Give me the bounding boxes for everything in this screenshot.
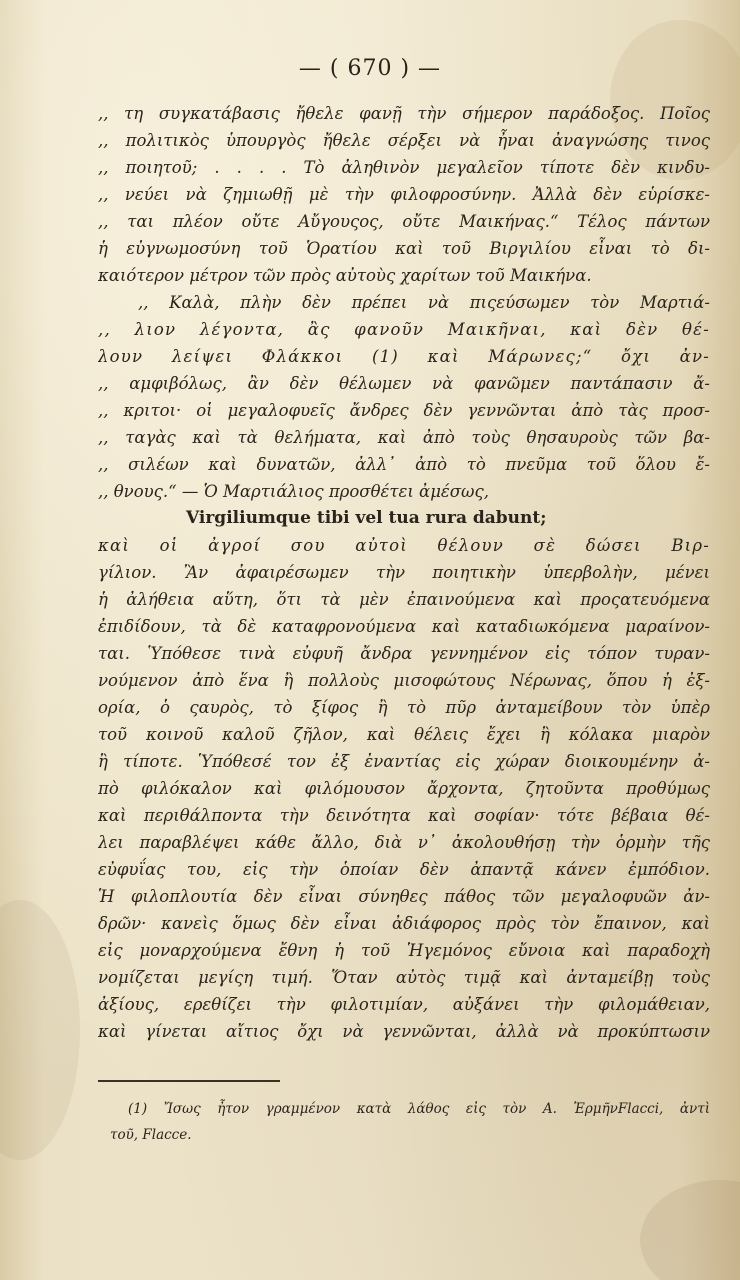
paper-stain (0, 900, 80, 1160)
text-line: ἢ τίποτε. Ὑπόθεσέ τον ἐξ ἐναντίας εἰς χώραν διοικουμένην ἀ- (98, 752, 710, 771)
text-line: ,, νεύει νὰ ζημιωθῇ μὲ τὴν φιλοφροσύνην. Ἀλλὰ δὲν εὑρίσκε- (98, 185, 710, 204)
footnote-line: (1) Ἴσως ἦτον γραμμένον κατὰ λάθος εἰς τὸν Α. ἙρμῆνFlacci, ἀντὶ (128, 1101, 710, 1117)
text-line: ἡ εὐγνωμοσύνη τοῦ Ὁρατίου καὶ τοῦ Βιργιλίου εἶναι τὸ δι- (98, 239, 710, 258)
text-line: ,, ποιητοῦ; . . . . Τὸ ἀληθινὸν μεγαλεῖον τίποτε δὲν κινδυ- (98, 158, 710, 177)
text-line: ἀξίους, ερεθίζει τὴν φιλοτιμίαν, αὐξάνει τὴν φιλομάθειαν, (98, 995, 710, 1014)
text-line: ,, αμφιβόλως, ἂν δὲν θέλωμεν νὰ φανῶμεν παντάπασιν ἄ- (98, 374, 710, 393)
text-line: καὶ οἱ ἀγροί σου αὐτοὶ θέλουν σὲ δώσει Βιρ- (98, 536, 710, 555)
text-line: νομίζεται μεγίςη τιμή. Ὅταν αὐτὸς τιμᾷ καὶ ἀνταμείβῃ τοὺς (98, 968, 710, 987)
text-line: ,, ταγὰς καὶ τὰ θελήματα, καὶ ἀπὸ τοὺς θησαυροὺς τῶν βα- (98, 428, 710, 447)
text-line: ,, λιον λέγοντα, ἂς φανοῦν Μαικῆναι, καὶ δὲν θέ- (98, 320, 710, 339)
text-line: ,, σιλέων καὶ δυνατῶν, ἀλλ᾽ ἀπὸ τὸ πνεῦμα τοῦ ὅλου ἔ- (98, 455, 710, 474)
text-line: καιότερον μέτρον τῶν πρὸς αὐτοὺς χαρίτων τοῦ Μαικήνα. (98, 266, 592, 285)
text-line: ορία, ὁ ςαυρὸς, τὸ ξίφος ἢ τὸ πῦρ ἀνταμείβουν τὸν ὑπὲρ (98, 698, 710, 717)
text-line: ,, πολιτικὸς ὑπουργὸς ἤθελε σέρξει νὰ ἦναι ἀναγνώσης τινος (98, 131, 710, 150)
text-line: ,, Καλὰ, πλὴν δὲν πρέπει νὰ πιςεύσωμεν τὸν Μαρτιά- (138, 293, 710, 312)
paper-stain (640, 1180, 740, 1280)
text-line: Ἡ φιλοπλουτία δὲν εἶναι σύνηθες πάθος τῶν μεγαλοφυῶν ἀν- (98, 887, 710, 906)
text-line: λουν λείψει Φλάκκοι (1) καὶ Μάρωνες;“ ὄχι ἀν- (98, 347, 710, 366)
text-line: ἡ ἀλήθεια αὕτη, ὅτι τὰ μὲν ἐπαινούμενα καὶ προςατευόμενα (98, 590, 710, 609)
text-line: δρῶν· κανεὶς ὅμως δὲν εἶναι ἀδιάφορος πρὸς τὸν ἔπαινον, καὶ (98, 914, 710, 933)
text-line: ,, τη συγκατάβασις ἤθελε φανῇ τὴν σήμερον παράδοξος. Ποῖος (98, 104, 710, 123)
footnote (110, 1096, 710, 1148)
text-line: πὸ φιλόκαλον καὶ φιλόμουσον ἄρχοντα, ζητοῦντα προθύμως (98, 779, 710, 798)
text-line: ,, θνους.“ — Ὁ Μαρτιάλιος προσθέτει ἀμέσως, (98, 482, 489, 501)
text-line: ται. Ὑπόθεσε τινὰ εὐφυῆ ἄνδρα γεννημένον εἰς τόπον τυραν- (98, 644, 710, 663)
text-line: ,, κριτοι· οἱ μεγαλοφυεῖς ἄνδρες δὲν γεννῶνται ἀπὸ τὰς προσ- (98, 401, 710, 420)
text-line: ἐπιδίδουν, τὰ δὲ καταφρονούμενα καὶ καταδιωκόμενα μαραίνον- (98, 617, 710, 636)
text-line: καὶ περιθάλποντα τὴν δεινότητα καὶ σοφίαν· τότε βέβαια θέ- (98, 806, 710, 825)
footnote-divider (98, 1080, 280, 1082)
footnote-line: τοῦ, Flacce. (110, 1127, 192, 1143)
page-number: — ( 670 ) — (298, 56, 442, 81)
text-line: λει παραβλέψει κάθε ἄλλο, διὰ ν᾽ ἀκολουθήσῃ τὴν ὁρμὴν τῆς (98, 833, 710, 852)
text-line: τοῦ κοινοῦ καλοῦ ζῆλον, καὶ θέλεις ἔχει ἢ κόλακα μιαρὸν (98, 725, 710, 744)
latin-quotation: Virgiliumque tibi vel tua rura dabunt; (186, 508, 547, 528)
text-line: ,, ται πλέον οὔτε Αὔγουςος, οὔτε Μαικήνας.“ Τέλος πάντων (98, 212, 710, 231)
text-line: εἰς μοναρχούμενα ἔθνη ἡ τοῦ Ἡγεμόνος εὔνοια καὶ παραδοχὴ (98, 941, 710, 960)
text-line: εὐφυΐας του, εἰς τὴν ὁποίαν δὲν ἀπαντᾷ κάνεν ἐμπόδιον. (98, 860, 710, 879)
main-text-block (98, 100, 710, 1045)
text-line: καὶ γίνεται αἴτιος ὄχι νὰ γεννῶνται, ἀλλὰ νὰ προκύπτωσιν (98, 1022, 710, 1041)
text-line: γίλιον. Ἂν ἀφαιρέσωμεν τὴν ποιητικὴν ὑπερβολὴν, μένει (98, 563, 710, 582)
text-line: νούμενον ἀπὸ ἕνα ἢ πολλοὺς μισοφώτους Νέρωνας, ὅπου ἡ ἐξ- (98, 671, 710, 690)
